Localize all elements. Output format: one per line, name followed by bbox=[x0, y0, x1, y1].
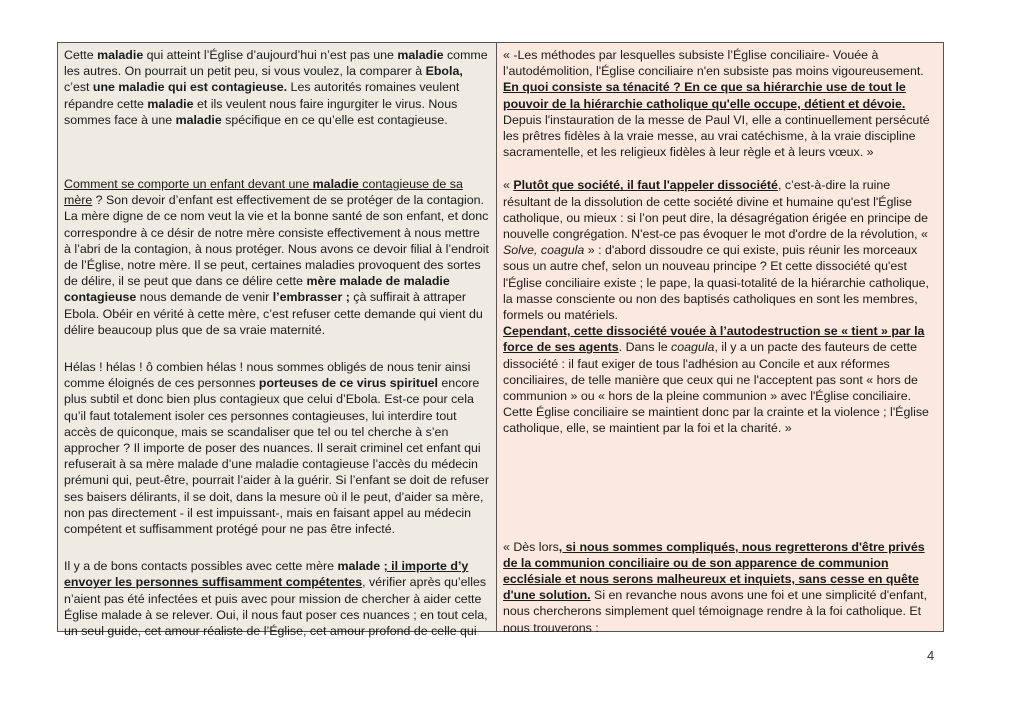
text-run: spécifique en ce qu’elle est contagieuse. bbox=[221, 112, 448, 127]
text-run: Hélas ! hélas ! ô combien hélas ! nous sommes obligés de nous tenir ainsi comme éloignés de ces personnes bbox=[64, 360, 471, 391]
bold-text: une maladie qui est contagieuse. bbox=[92, 80, 288, 95]
right-paragraph-2 bbox=[503, 177, 937, 323]
bold-underlined-text: , si nous sommes compliqués, nous regretterons d'être privés de la communion conciliaire ou de son apparence de communion ecclésiale et nous serons malheureux et inquiets, sans cesse en quête d'une solution. bbox=[503, 539, 925, 603]
bold-text: porteuses de ce virus spirituel bbox=[258, 376, 438, 391]
text-run: » : d'abord dissoudre ce qui existe, puis réunir les morceaux sous un autre chef, selon un nouveau principe ? Et cette dissociété qu'est l'Église conciliaire existe ; le pape, la quasi-totalité de la hiérarchie catholique, la masse consciente ou non des baptisés catholiques en sont les membres, formels ou matériels. bbox=[503, 243, 929, 323]
text-run: c’est bbox=[64, 80, 93, 95]
bold-text: malade bbox=[337, 559, 381, 574]
left-paragraph-2 bbox=[64, 176, 490, 338]
text-run: Si en revanche nous avons une foi et une simplicité d'enfant, nous chercherons simplement quel témoignage rendre à la foi catholique. Et nous trouverons : bbox=[503, 588, 928, 635]
text-run: « -Les méthodes par lesquelles subsiste l’Église conciliaire- Vouée à l’autodémolition, l'Église conciliaire n'en subsiste pas moins vigoureusement. bbox=[503, 48, 924, 79]
text-run: et ils veulent nous faire ingurgiter le virus. Nous sommes face à une bbox=[64, 96, 458, 127]
underlined-text: contagieuse de sa mère bbox=[64, 177, 463, 208]
right-paragraph-3 bbox=[503, 323, 937, 436]
bold-text: mère malade de maladie contagieuse bbox=[64, 274, 450, 305]
text-run: Cette bbox=[64, 48, 98, 62]
text-run: nous demande de venir bbox=[136, 290, 273, 305]
italic-text: coagula bbox=[671, 340, 715, 355]
right-paragraph-4 bbox=[503, 539, 937, 636]
bold-underlined-text: ; il importe d’y envoyer les personnes suffisamment compétentes bbox=[64, 559, 469, 590]
underlined-text: Comment se comporte un enfant devant une bbox=[64, 177, 313, 192]
text-run: . Dans le bbox=[618, 340, 672, 355]
two-column-table bbox=[57, 42, 944, 639]
italic-text: Solve, coagula bbox=[503, 243, 585, 258]
text-run: ? Son devoir d’enfant est effectivement de se protéger de la contagion. La mère digne de ce nom veut la vie et la bonne santé de son enfant, et donc correspondre à ce désir de notre mère consiste effectivement à nous mettre à l’abri de la contagion, à nous protéger. Nous avons ce devoir filial à l’endroit de l’Église, notre mère. Il se peut, certaines maladies provoquent des sortes de délire, il se peut que dans ce délire cette bbox=[64, 193, 489, 289]
left-paragraph-3 bbox=[64, 359, 490, 537]
bold-text: maladie bbox=[175, 112, 222, 127]
text-run: « Dès lors bbox=[503, 539, 559, 554]
right-paragraph-1 bbox=[503, 47, 937, 160]
text-run: qui atteint l’Église d’aujourd’hui n’est pas une bbox=[143, 48, 398, 62]
text-run: çà suffirait à attraper Ebola. Obéir en vérité à cette mère, c’est refuser cette demande qui vient du délire beaucoup plus que de sa vraie maternité. bbox=[64, 290, 483, 337]
bold-text: maladie bbox=[147, 96, 194, 111]
left-paragraph-1 bbox=[64, 47, 490, 128]
text-run: Les autorités romaines veulent répandre cette bbox=[64, 80, 460, 111]
right-column bbox=[497, 43, 943, 635]
bold-text: maladie bbox=[312, 177, 359, 192]
text-run: , vérifier après qu’elles n’aient pas été infectées et puis avec pour mission de chercher à aider cette Église malade à se relever. Oui, il nous faut poser ces nuances ; en tout cela, un seul guide, cet amour réaliste de l’Église, cet amour profond de celle qui bbox=[64, 575, 488, 639]
bold-text: l’embrasser ; bbox=[272, 290, 350, 305]
text-run: , il y a un pacte des fauteurs de cette dissociété : il faut exiger de tous l'adhésion au Concile et aux réformes conciliaires, de telle manière que ceux qui ne l'acceptent pas sont « hors de communion » ou « hors de la pleine communion » avec l'Église conciliaire. Cette Église conciliaire se maintient donc par la crainte et la violence ; l'Église catholique, elle, se maintient par la foi et la charité. » bbox=[503, 340, 929, 436]
text-run: comme les autres. On pourrait un petit peu, si vous voulez, la comparer à bbox=[64, 48, 488, 79]
page-number: 4 bbox=[927, 648, 935, 663]
bold-underlined-text: Plutôt que société, il faut l'appeler dissociété bbox=[513, 178, 778, 193]
bold-underlined-text: En quoi consiste sa ténacité ? En ce que sa hiérarchie use de tout le pouvoir de la hiérarchie catholique qu'elle occupe, détient et dévoie. bbox=[503, 80, 906, 111]
text-run: encore plus subtil et donc bien plus contagieux que celui d’Ebola. Est-ce pour cela qu’il faut totalement isoler ces personnes contagieuses, lui interdire tout accès de quiconque, mais se scandaliser que tel ou tel cherche à s’en approcher ? Il importe de poser des nuances. Il serait criminel cet enfant qui refuserait à sa mère malade d’une maladie contagieuse l’accès du médecin prémuni qui, peut-être, pourrait l’aider à la guérir. Si l’enfant se doit de refuser ses baisers délirants, il se doit, dans la mesure où il le peut, d’aider sa mère, non pas directement - il est impuissant-, mais en faisant appel au médecin compétent et suffisamment protégé pour ne pas être infecté. bbox=[64, 376, 489, 537]
text-run: Depuis l'instauration de la messe de Paul VI, elle a continuellement persécuté les prêtres fidèles à la vraie messe, au vrai catéchisme, à la vraie discipline sacramentelle, et les religieux fidèles à leur règle et à leurs vœux. » bbox=[503, 112, 930, 160]
text-run: , c’est-à-dire la ruine résultant de la dissolution de cette société divine et humaine qu'est l'Église catholique, ou mieux : si l’on peut dire, la désagrégation érigée en principe de nouvelle congrégation. N'est-ce pas évoquer le mot d'ordre de la révolution, « bbox=[503, 178, 928, 242]
left-column bbox=[58, 43, 497, 639]
text-run: « bbox=[503, 178, 514, 193]
left-paragraph-4 bbox=[64, 558, 490, 639]
bold-text: maladie bbox=[97, 48, 144, 62]
bold-text: maladie bbox=[397, 48, 444, 62]
text-run: Il y a de bons contacts possibles avec cette mère bbox=[64, 559, 338, 574]
bold-underlined-text: Cependant, cette dissociété vouée à l’autodestruction se « tient » par la force de ses agents bbox=[503, 324, 925, 355]
bold-text: Ebola, bbox=[425, 64, 463, 79]
